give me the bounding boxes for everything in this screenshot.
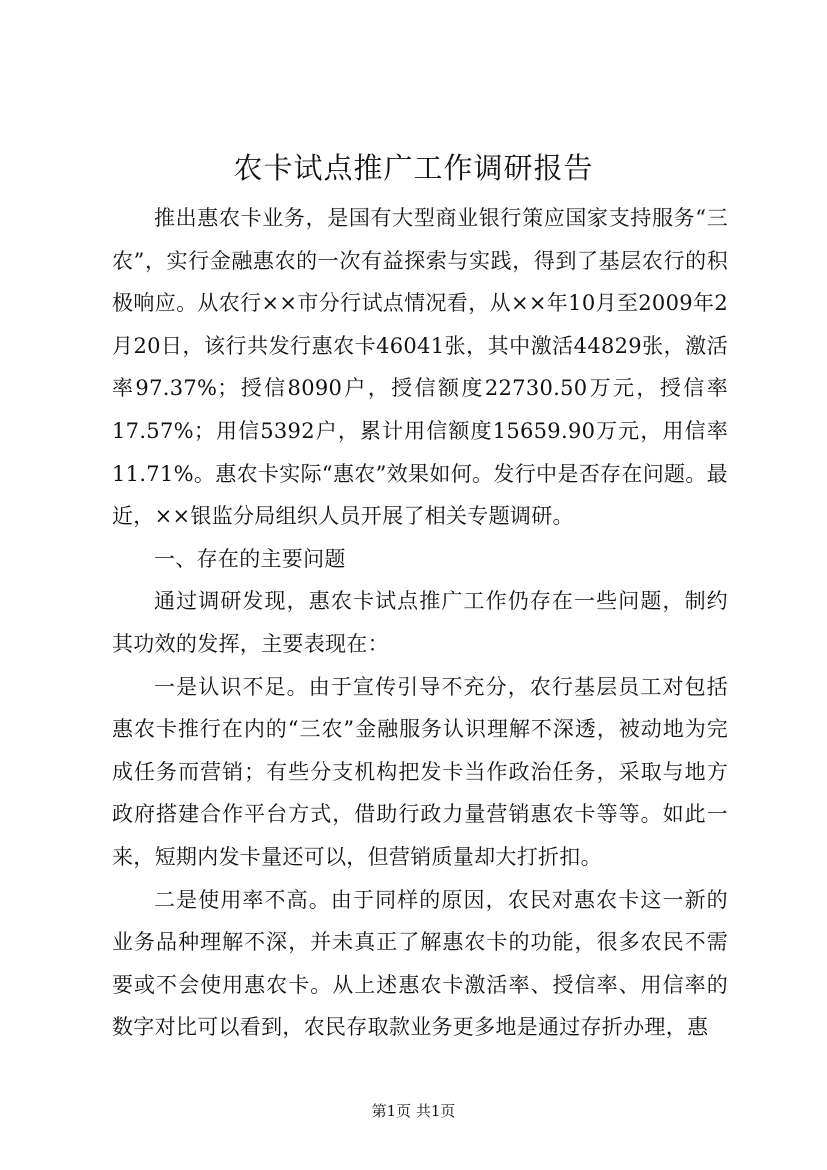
page-title: 农卡试点推广工作调研报告 (233, 151, 594, 185)
page-footer: 第1页 共1页 (371, 1102, 456, 1120)
paragraph-findings: 通过调研发现，惠农卡试点推广工作仍存在一些问题，制约其功效的发挥，主要表现在： (112, 589, 728, 656)
paragraph-point-one: 一是认识不足。由于宣传引导不充分，农行基层员工对包括惠农卡推行在内的“三农”金融服务认识理解不深透，被动地为完成任务而营销；有些分支机构把发卡当作政治任务，采取与地方政府搭建合作平台方式，借助行政力量营销惠农卡等等。如此一来，短期内发卡量还可以，但营销质量却大打折扣。 (112, 674, 728, 869)
paragraph-intro: 推出惠农卡业务，是国有大型商业银行策应国家支持服务“三农”，实行金融惠农的一次有益探索与实践，得到了基层农行的积极响应。从农行××市分行试点情况看，从××年10月至2009年2月20日，该行共发行惠农卡46041张，其中激活44829张，激活率97.37%；授信8090户，授信额度22730.50万元，授信率17.57%；用信5392户，累计用信额度15659.90万元，用信率11.71%。惠农卡实际“惠农”效果如何。发行中是否存在问题。最近，××银监分局组织人员开展了相关专题调研。 (112, 206, 728, 529)
document-body (112, 197, 728, 1049)
section-heading: 一、存在的主要问题 (154, 546, 346, 571)
paragraph-point-two: 二是使用率不高。由于同样的原因，农民对惠农卡这一新的业务品种理解不深，并未真正了解惠农卡的功能，很多农民不需要或不会使用惠农卡。从上述惠农卡激活率、授信率、用信率的数字对比可以看到，农民存取款业务更多地是通过存折办理，惠 (112, 887, 728, 1040)
